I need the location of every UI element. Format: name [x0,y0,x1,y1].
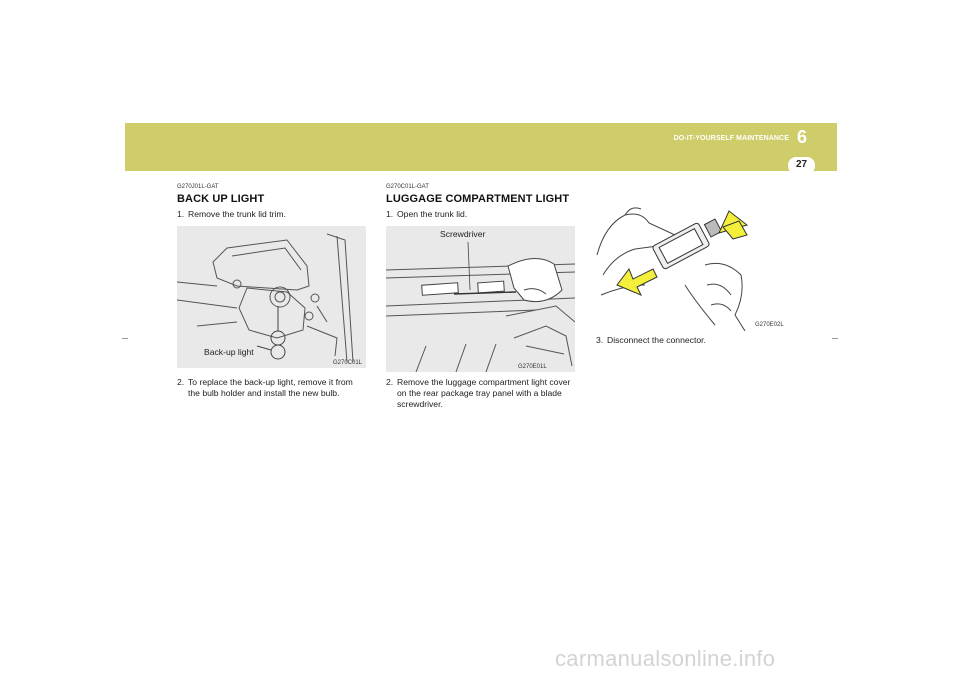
chapter-title: DO-IT-YOURSELF MAINTENANCE [673,135,789,142]
figure-luggage-light [386,226,575,372]
figure-connector [595,185,784,331]
step-number: 1. [386,209,394,219]
figure-back-up-light [177,226,366,368]
package-tray-illustration [386,226,575,372]
connector-illustration [595,185,784,331]
page-number: 27 [795,159,808,170]
step-1 [177,209,367,220]
step-number: 1. [177,209,185,219]
section-title: LUGGAGE COMPARTMENT LIGHT [386,193,570,205]
step-number: 2. [177,377,185,387]
crop-mark-right [832,338,838,339]
step-number: 3. [596,335,604,345]
figure-code: G270E01L [518,364,547,370]
crop-mark-left [122,338,128,339]
step-text: Remove the luggage compartment light cover on the rear package tray panel with a blade screwdriver. [397,377,571,409]
figure-callout: Back-up light [204,347,254,357]
step-2 [177,377,367,399]
section-code: G270J01L-GAT [177,184,219,190]
step-2 [386,377,576,410]
section-title: BACK UP LIGHT [177,193,265,205]
header-band [125,123,837,171]
step-1 [386,209,576,220]
step-3 [596,335,786,346]
step-text: To replace the back-up light, remove it from the bulb holder and install the new bulb. [188,377,353,398]
step-text: Open the trunk lid. [397,209,468,219]
figure-code: G270E02L [755,322,784,328]
figure-callout: Screwdriver [440,229,486,239]
step-number: 2. [386,377,394,387]
chapter-number: 6 [796,127,807,147]
page-number-tab [788,157,815,174]
step-text: Remove the trunk lid trim. [188,209,286,219]
figure-code: G270C01L [333,360,363,366]
step-text: Disconnect the connector. [607,335,706,345]
watermark: carmanualsonline.info [555,646,776,671]
section-code: G270C01L-GAT [386,184,429,190]
